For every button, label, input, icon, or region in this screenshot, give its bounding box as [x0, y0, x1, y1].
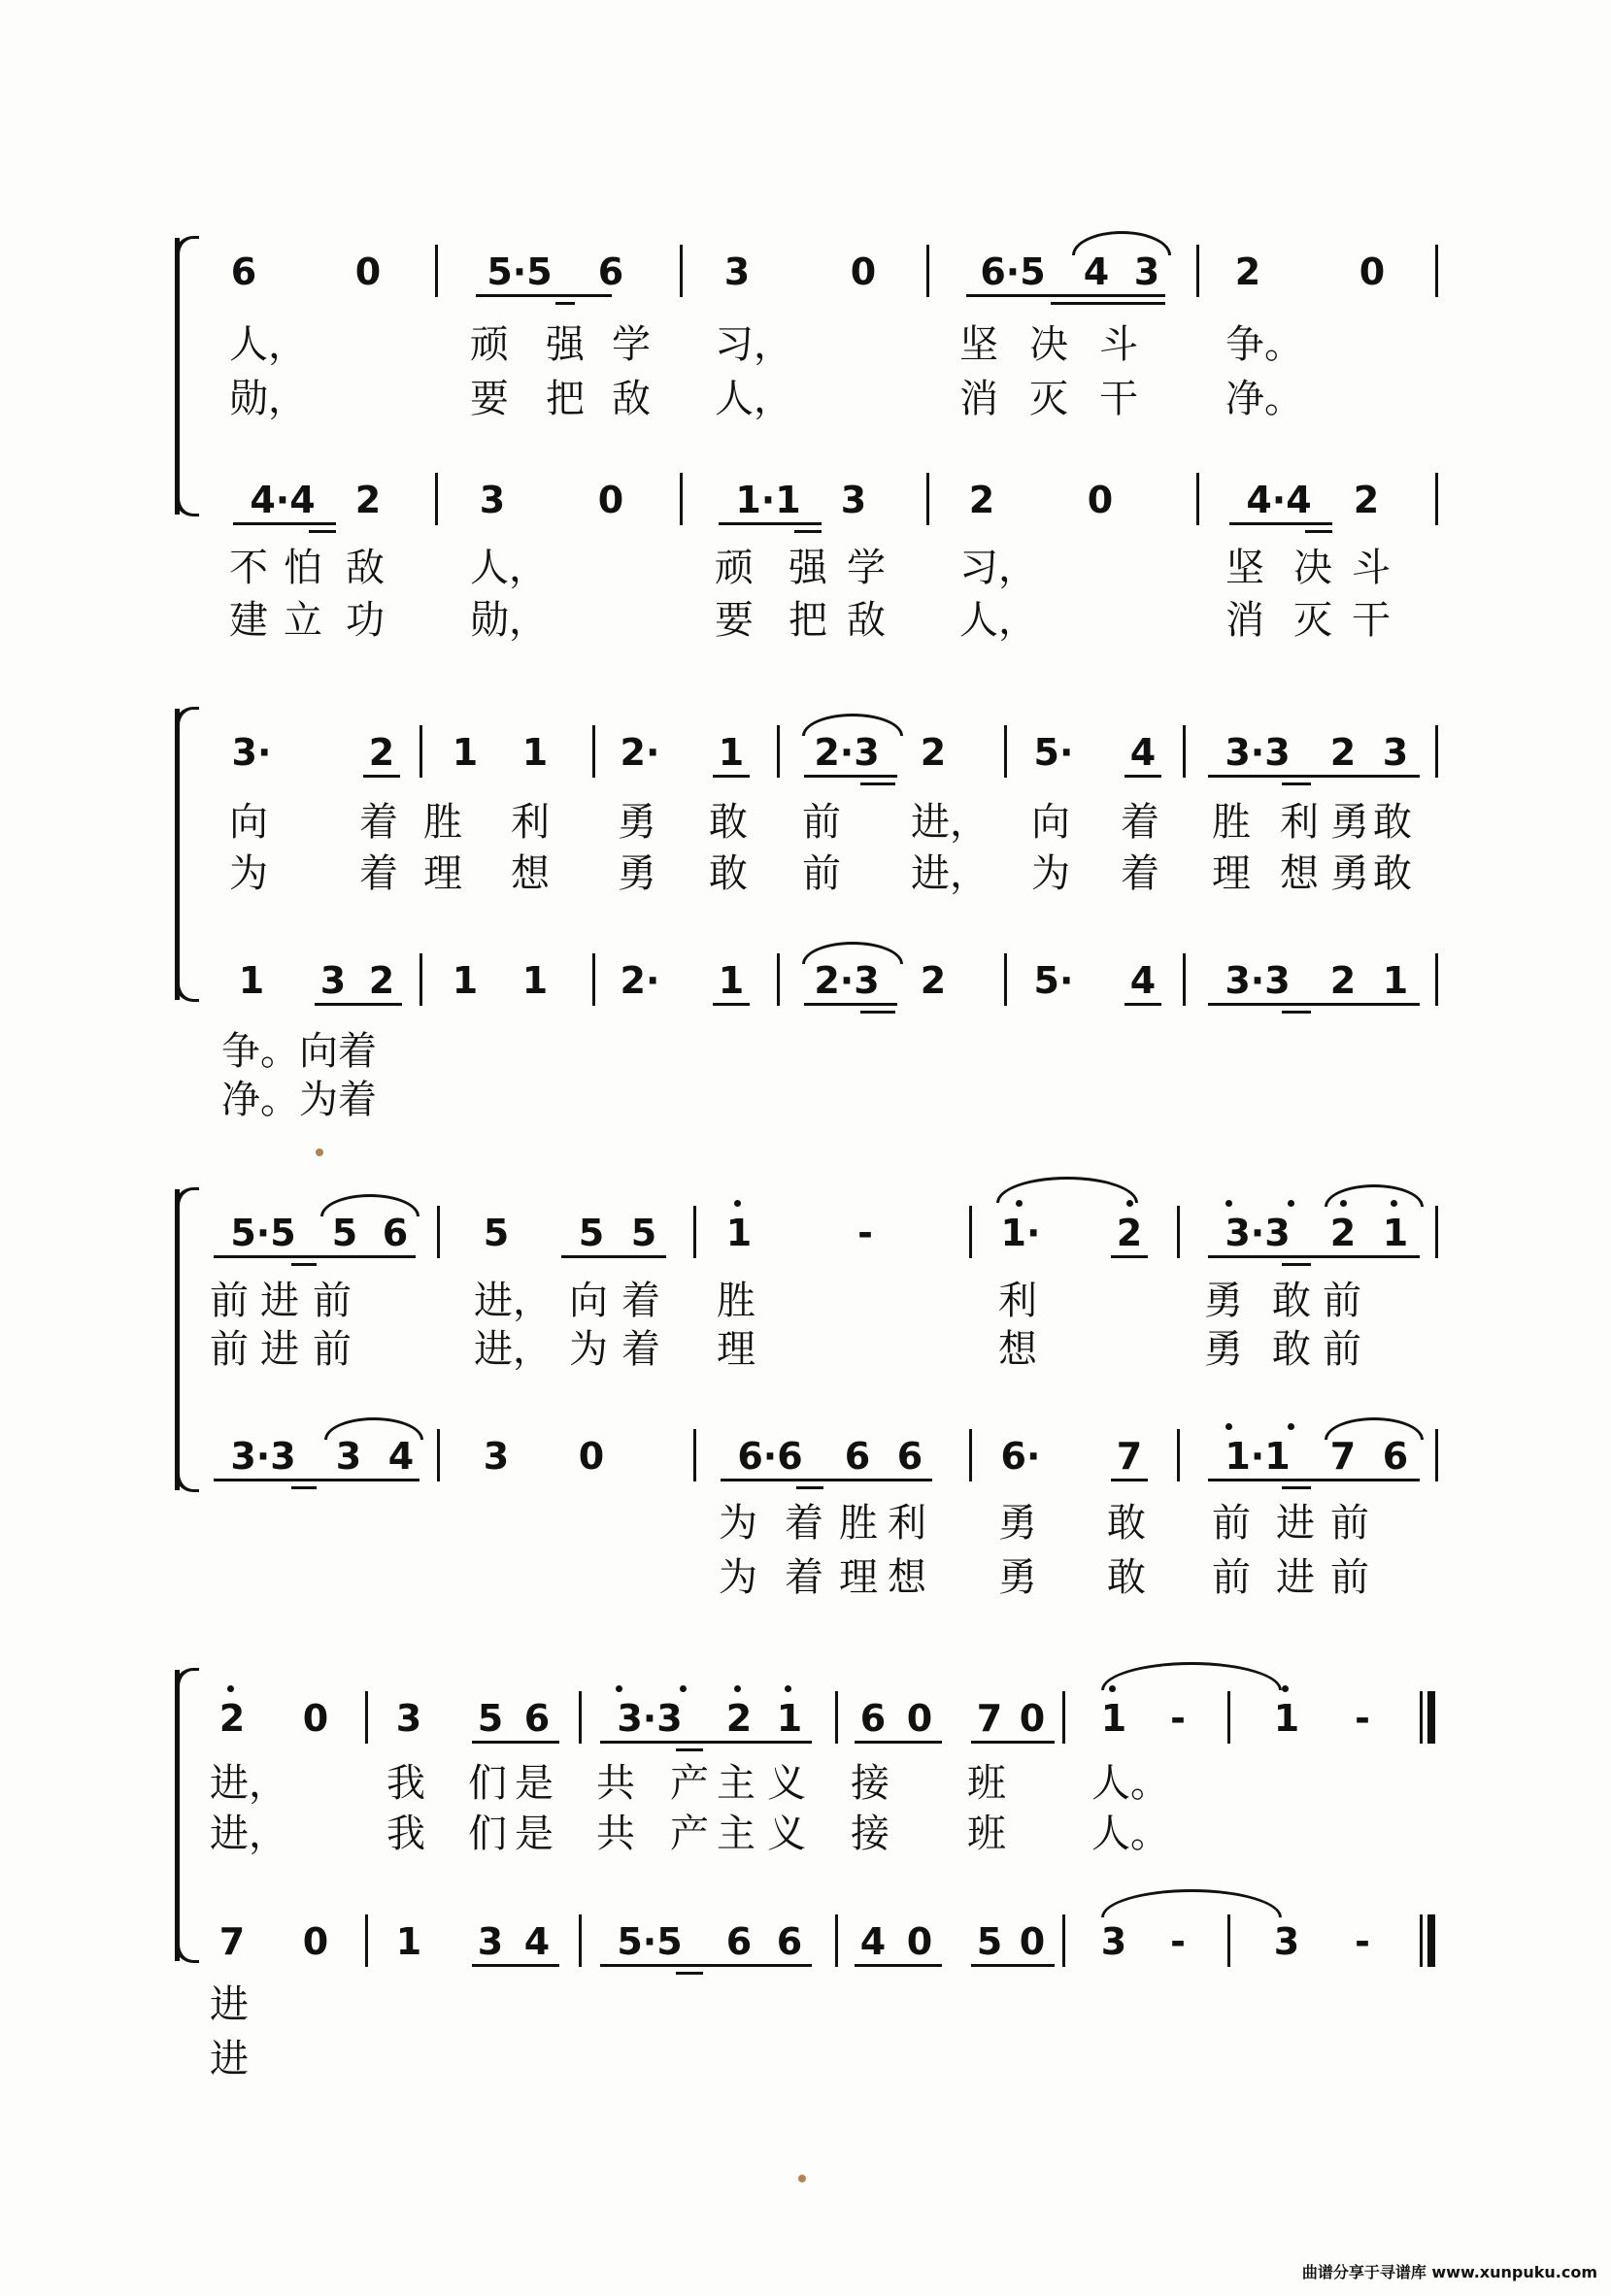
underline	[1208, 775, 1420, 778]
underline	[1124, 1003, 1161, 1006]
barline	[420, 725, 422, 778]
note: 3	[335, 1435, 362, 1478]
underline	[233, 522, 336, 525]
tie-slur	[996, 1177, 1138, 1203]
barline	[1435, 473, 1438, 525]
note: 6	[382, 1212, 409, 1254]
note: 1·	[1000, 1212, 1041, 1254]
system-4-bottom-lyrics-2: 进	[210, 2037, 249, 2081]
tie-slur	[320, 1194, 420, 1216]
barline	[1227, 1914, 1230, 1967]
note: 6	[230, 250, 257, 293]
high-octave-dot	[1340, 1200, 1347, 1207]
system-1-top-lyrics-1: 人， 顽 强 学 习， 坚 决 斗 争。	[229, 322, 1303, 367]
note: 3	[1382, 731, 1409, 774]
barline	[579, 1914, 582, 1967]
underline	[1305, 530, 1332, 533]
note: 6	[1382, 1435, 1409, 1478]
note: 2	[368, 959, 395, 1002]
tie-slur	[1325, 1417, 1424, 1440]
note: 7	[218, 1920, 246, 1963]
note: 1	[725, 1212, 753, 1254]
note: 7	[1116, 1435, 1143, 1478]
note: 4	[387, 1435, 415, 1478]
barline	[1435, 1206, 1438, 1258]
barline	[1004, 725, 1007, 778]
underline	[1208, 1255, 1420, 1258]
underline	[476, 294, 612, 297]
system-4-bottom-lyrics-1: 进	[210, 1982, 249, 2027]
note: 2	[1353, 479, 1380, 521]
high-octave-dot	[616, 1685, 622, 1692]
barline	[680, 473, 683, 525]
barline	[1435, 953, 1438, 1006]
barline	[365, 1914, 368, 1967]
system-3-bottom-lyrics-1: 为 着 胜 利 勇 敢 前 进 前	[719, 1501, 1369, 1546]
note: 1	[521, 731, 549, 774]
note: 2	[218, 1697, 246, 1740]
system-3-top-notes	[0, 1204, 1611, 1262]
barline	[365, 1691, 368, 1744]
barline	[420, 953, 422, 1006]
underline	[1282, 1263, 1311, 1266]
barline	[1435, 725, 1438, 778]
barline	[969, 1429, 972, 1481]
barline	[1062, 1914, 1065, 1967]
underline	[855, 1964, 942, 1967]
note: 3	[395, 1697, 422, 1740]
note: 2	[725, 1697, 753, 1740]
note: 2·3	[814, 731, 880, 774]
note: -	[1170, 1697, 1186, 1740]
note: 6	[523, 1697, 551, 1740]
underline	[971, 1964, 1055, 1967]
note: 4·4	[1246, 479, 1312, 521]
note: 5	[483, 1212, 510, 1254]
note: 0	[354, 250, 382, 293]
barline	[1177, 1429, 1180, 1481]
barline	[1196, 245, 1199, 297]
barline	[969, 1206, 972, 1258]
tie-slur	[324, 1417, 423, 1440]
note: 5·5	[617, 1920, 683, 1963]
note: 4	[1129, 959, 1157, 1002]
note: 1	[776, 1697, 803, 1740]
underline	[794, 530, 822, 533]
note: 6	[725, 1920, 753, 1963]
note: 2·	[620, 959, 660, 1002]
barline	[693, 1206, 696, 1258]
scan-speck	[798, 2175, 806, 2182]
system-4-top-notes	[0, 1689, 1611, 1747]
high-octave-dot	[1282, 1685, 1289, 1692]
note: 2	[920, 731, 947, 774]
barline	[1196, 473, 1199, 525]
note: 5·	[1033, 731, 1074, 774]
underline	[855, 1741, 942, 1744]
underline	[214, 1255, 416, 1258]
note: 2	[1329, 959, 1357, 1002]
note: 1	[1273, 1697, 1300, 1740]
note: 4	[859, 1920, 887, 1963]
note: 1	[1382, 1212, 1409, 1254]
note: 0	[302, 1920, 329, 1963]
system-3-top-lyrics-1: 前 进 前 进， 向 着 胜 利 勇 敢 前	[210, 1279, 1361, 1323]
tie-slur	[802, 942, 903, 964]
barline	[592, 725, 595, 778]
note: 5	[477, 1697, 504, 1740]
note: 2·3	[814, 959, 880, 1002]
underline	[561, 1255, 666, 1258]
barline	[777, 725, 780, 778]
underline	[1124, 775, 1161, 778]
system-4-bottom-notes	[0, 1913, 1611, 1971]
underline	[291, 1486, 317, 1489]
note: -	[1170, 1920, 1186, 1963]
note: 3	[483, 1435, 510, 1478]
system-2-bottom-lyrics-1: 争。向着	[221, 1029, 377, 1074]
underline	[860, 1011, 895, 1014]
note: 1·1	[1225, 1435, 1291, 1478]
barline	[926, 245, 929, 297]
high-octave-dot	[680, 1685, 687, 1692]
barline	[1183, 725, 1186, 778]
underline	[600, 1741, 812, 1744]
barline	[437, 1429, 440, 1481]
note: 0	[1359, 250, 1386, 293]
underline	[1051, 302, 1165, 305]
barline	[1004, 953, 1007, 1006]
note: 7	[1329, 1435, 1357, 1478]
system-2-bottom-lyrics-2: 净。为着	[221, 1078, 377, 1122]
barline	[1183, 953, 1186, 1006]
final-barline	[1420, 1914, 1435, 1967]
barline	[1227, 1691, 1230, 1744]
underline	[713, 1003, 750, 1006]
barline	[592, 953, 595, 1006]
note: 0	[1019, 1697, 1046, 1740]
note: -	[1355, 1697, 1370, 1740]
underline	[860, 782, 895, 785]
system-1-bottom-lyrics-1: 不 怕 敌 人， 顽 强 学 习， 坚 决 斗	[229, 546, 1391, 590]
barline	[1062, 1691, 1065, 1744]
underline	[719, 522, 822, 525]
note: 3	[1133, 250, 1160, 293]
note: 3·3	[617, 1697, 683, 1740]
note: 4·4	[250, 479, 316, 521]
note: 2	[1234, 250, 1261, 293]
barline	[926, 473, 929, 525]
underline	[555, 302, 575, 305]
high-octave-dot	[1288, 1423, 1294, 1430]
underline	[315, 1003, 402, 1006]
underline	[472, 1964, 559, 1967]
note: 2	[1329, 1212, 1357, 1254]
note: 1	[521, 959, 549, 1002]
underline	[971, 1741, 1055, 1744]
tie-slur	[1101, 1662, 1282, 1690]
underline	[1282, 1011, 1311, 1014]
note: 2	[354, 479, 382, 521]
underline	[1208, 1479, 1420, 1481]
note: 5·5	[487, 250, 553, 293]
note: 6	[844, 1435, 871, 1478]
note: 0	[302, 1697, 329, 1740]
system-3-bottom-lyrics-2: 为 着 理 想 勇 敢 前 进 前	[719, 1555, 1369, 1600]
system-4-top-lyrics-1: 进， 我 们 是 共 产 主 义 接 班 人。	[210, 1761, 1169, 1806]
barline	[680, 245, 683, 297]
note: 3	[840, 479, 867, 521]
barline	[435, 245, 438, 297]
note: 6	[896, 1435, 923, 1478]
note: 2	[368, 731, 395, 774]
note: 4	[1129, 731, 1157, 774]
note: 0	[597, 479, 624, 521]
note: 4	[523, 1920, 551, 1963]
barline	[579, 1691, 582, 1744]
note: 5	[976, 1920, 1003, 1963]
note: 6	[859, 1697, 887, 1740]
underline	[363, 775, 400, 778]
barline	[1435, 1429, 1438, 1481]
note: 3	[1273, 1920, 1300, 1963]
note: 3·3	[1225, 1212, 1291, 1254]
note: 1	[238, 959, 265, 1002]
underline	[1208, 1003, 1420, 1006]
note: 3·3	[1225, 731, 1291, 774]
note: 6·6	[737, 1435, 803, 1478]
note: 2	[920, 959, 947, 1002]
note: 0	[1019, 1920, 1046, 1963]
note: 0	[850, 250, 877, 293]
underline	[1229, 522, 1332, 525]
barline	[1177, 1206, 1180, 1258]
note: 2	[1116, 1212, 1143, 1254]
note: 3	[479, 479, 506, 521]
system-1-top-lyrics-2: 勋， 要 把 敌 人， 消 灭 干 净。	[229, 377, 1303, 421]
underline	[309, 530, 336, 533]
note: 6·	[1000, 1435, 1041, 1478]
system-2-top-lyrics-1: 向 着 胜 利 勇 敢 前 进， 向 着 胜 利 勇 敢	[229, 800, 1412, 845]
system-1-bottom-lyrics-2: 建 立 功 勋， 要 把 敌 人， 消 灭 干	[229, 598, 1391, 643]
underline	[804, 775, 897, 778]
underline	[1111, 1479, 1148, 1481]
high-octave-dot	[227, 1685, 234, 1692]
note: 2	[968, 479, 995, 521]
underline	[966, 294, 1165, 297]
note: 1	[1100, 1697, 1127, 1740]
barline	[835, 1691, 838, 1744]
note: 6	[597, 250, 624, 293]
underline	[214, 1479, 420, 1481]
high-octave-dot	[734, 1200, 741, 1207]
high-octave-dot	[1126, 1200, 1133, 1207]
underline	[1282, 782, 1311, 785]
system-1-bottom-notes	[0, 471, 1611, 529]
note: 6·5	[980, 250, 1046, 293]
note: 1	[1382, 959, 1409, 1002]
note: 1·1	[735, 479, 801, 521]
underline	[796, 1486, 823, 1489]
note: 0	[1087, 479, 1114, 521]
underline	[721, 1479, 932, 1481]
note: 3·	[231, 731, 272, 774]
note: 3	[1100, 1920, 1127, 1963]
system-1-top-notes	[0, 243, 1611, 301]
tie-slur	[802, 714, 903, 736]
note: 2	[1329, 731, 1357, 774]
note: -	[857, 1212, 873, 1254]
underline	[291, 1263, 317, 1266]
note: 5	[578, 1212, 605, 1254]
system-3-top-lyrics-2: 前 进 前 进， 为 着 理 想 勇 敢 前	[210, 1327, 1361, 1372]
barline	[693, 1429, 696, 1481]
high-octave-dot	[1225, 1200, 1232, 1207]
high-octave-dot	[1391, 1200, 1397, 1207]
high-octave-dot	[1225, 1423, 1232, 1430]
note: 7	[976, 1697, 1003, 1740]
underline	[1282, 1486, 1311, 1489]
note: 3·3	[230, 1435, 296, 1478]
underline	[676, 1748, 703, 1751]
note: 1	[718, 959, 745, 1002]
barline	[435, 473, 438, 525]
note: 1	[452, 959, 479, 1002]
footer-watermark: 曲谱分享于寻谱库 www.xunpuku.com	[1301, 2263, 1597, 2281]
note: 1	[718, 731, 745, 774]
note: 1	[452, 731, 479, 774]
high-octave-dot	[785, 1685, 791, 1692]
final-barline	[1420, 1691, 1435, 1744]
tie-slur	[1101, 1889, 1282, 1917]
note: 4	[1083, 250, 1110, 293]
system-2-top-lyrics-2: 为 着 理 想 勇 敢 前 进， 为 着 理 想 勇 敢	[229, 851, 1412, 896]
note: -	[1355, 1920, 1370, 1963]
note: 3	[723, 250, 751, 293]
high-octave-dot	[734, 1685, 741, 1692]
underline	[472, 1741, 559, 1744]
note: 0	[906, 1697, 933, 1740]
note: 2·	[620, 731, 660, 774]
note: 3·3	[1225, 959, 1291, 1002]
barline	[1435, 245, 1438, 297]
underline	[600, 1964, 812, 1967]
note: 5	[630, 1212, 657, 1254]
note: 0	[578, 1435, 605, 1478]
barline	[835, 1914, 838, 1967]
note: 0	[906, 1920, 933, 1963]
note: 5·	[1033, 959, 1074, 1002]
high-octave-dot	[1016, 1200, 1023, 1207]
note: 5	[331, 1212, 358, 1254]
underline	[713, 775, 750, 778]
note: 6	[776, 1920, 803, 1963]
high-octave-dot	[1288, 1200, 1294, 1207]
note: 1	[395, 1920, 422, 1963]
underline	[804, 1003, 897, 1006]
note: 5·5	[230, 1212, 296, 1254]
underline	[676, 1972, 703, 1975]
system-4-top-lyrics-2: 进， 我 们 是 共 产 主 义 接 班 人。	[210, 1812, 1169, 1856]
scan-speck	[316, 1148, 323, 1156]
note: 3	[319, 959, 347, 1002]
barline	[437, 1206, 440, 1258]
high-octave-dot	[1109, 1685, 1116, 1692]
note: 3	[477, 1920, 504, 1963]
tie-slur	[1072, 231, 1171, 255]
underline	[1111, 1255, 1148, 1258]
barline	[777, 953, 780, 1006]
